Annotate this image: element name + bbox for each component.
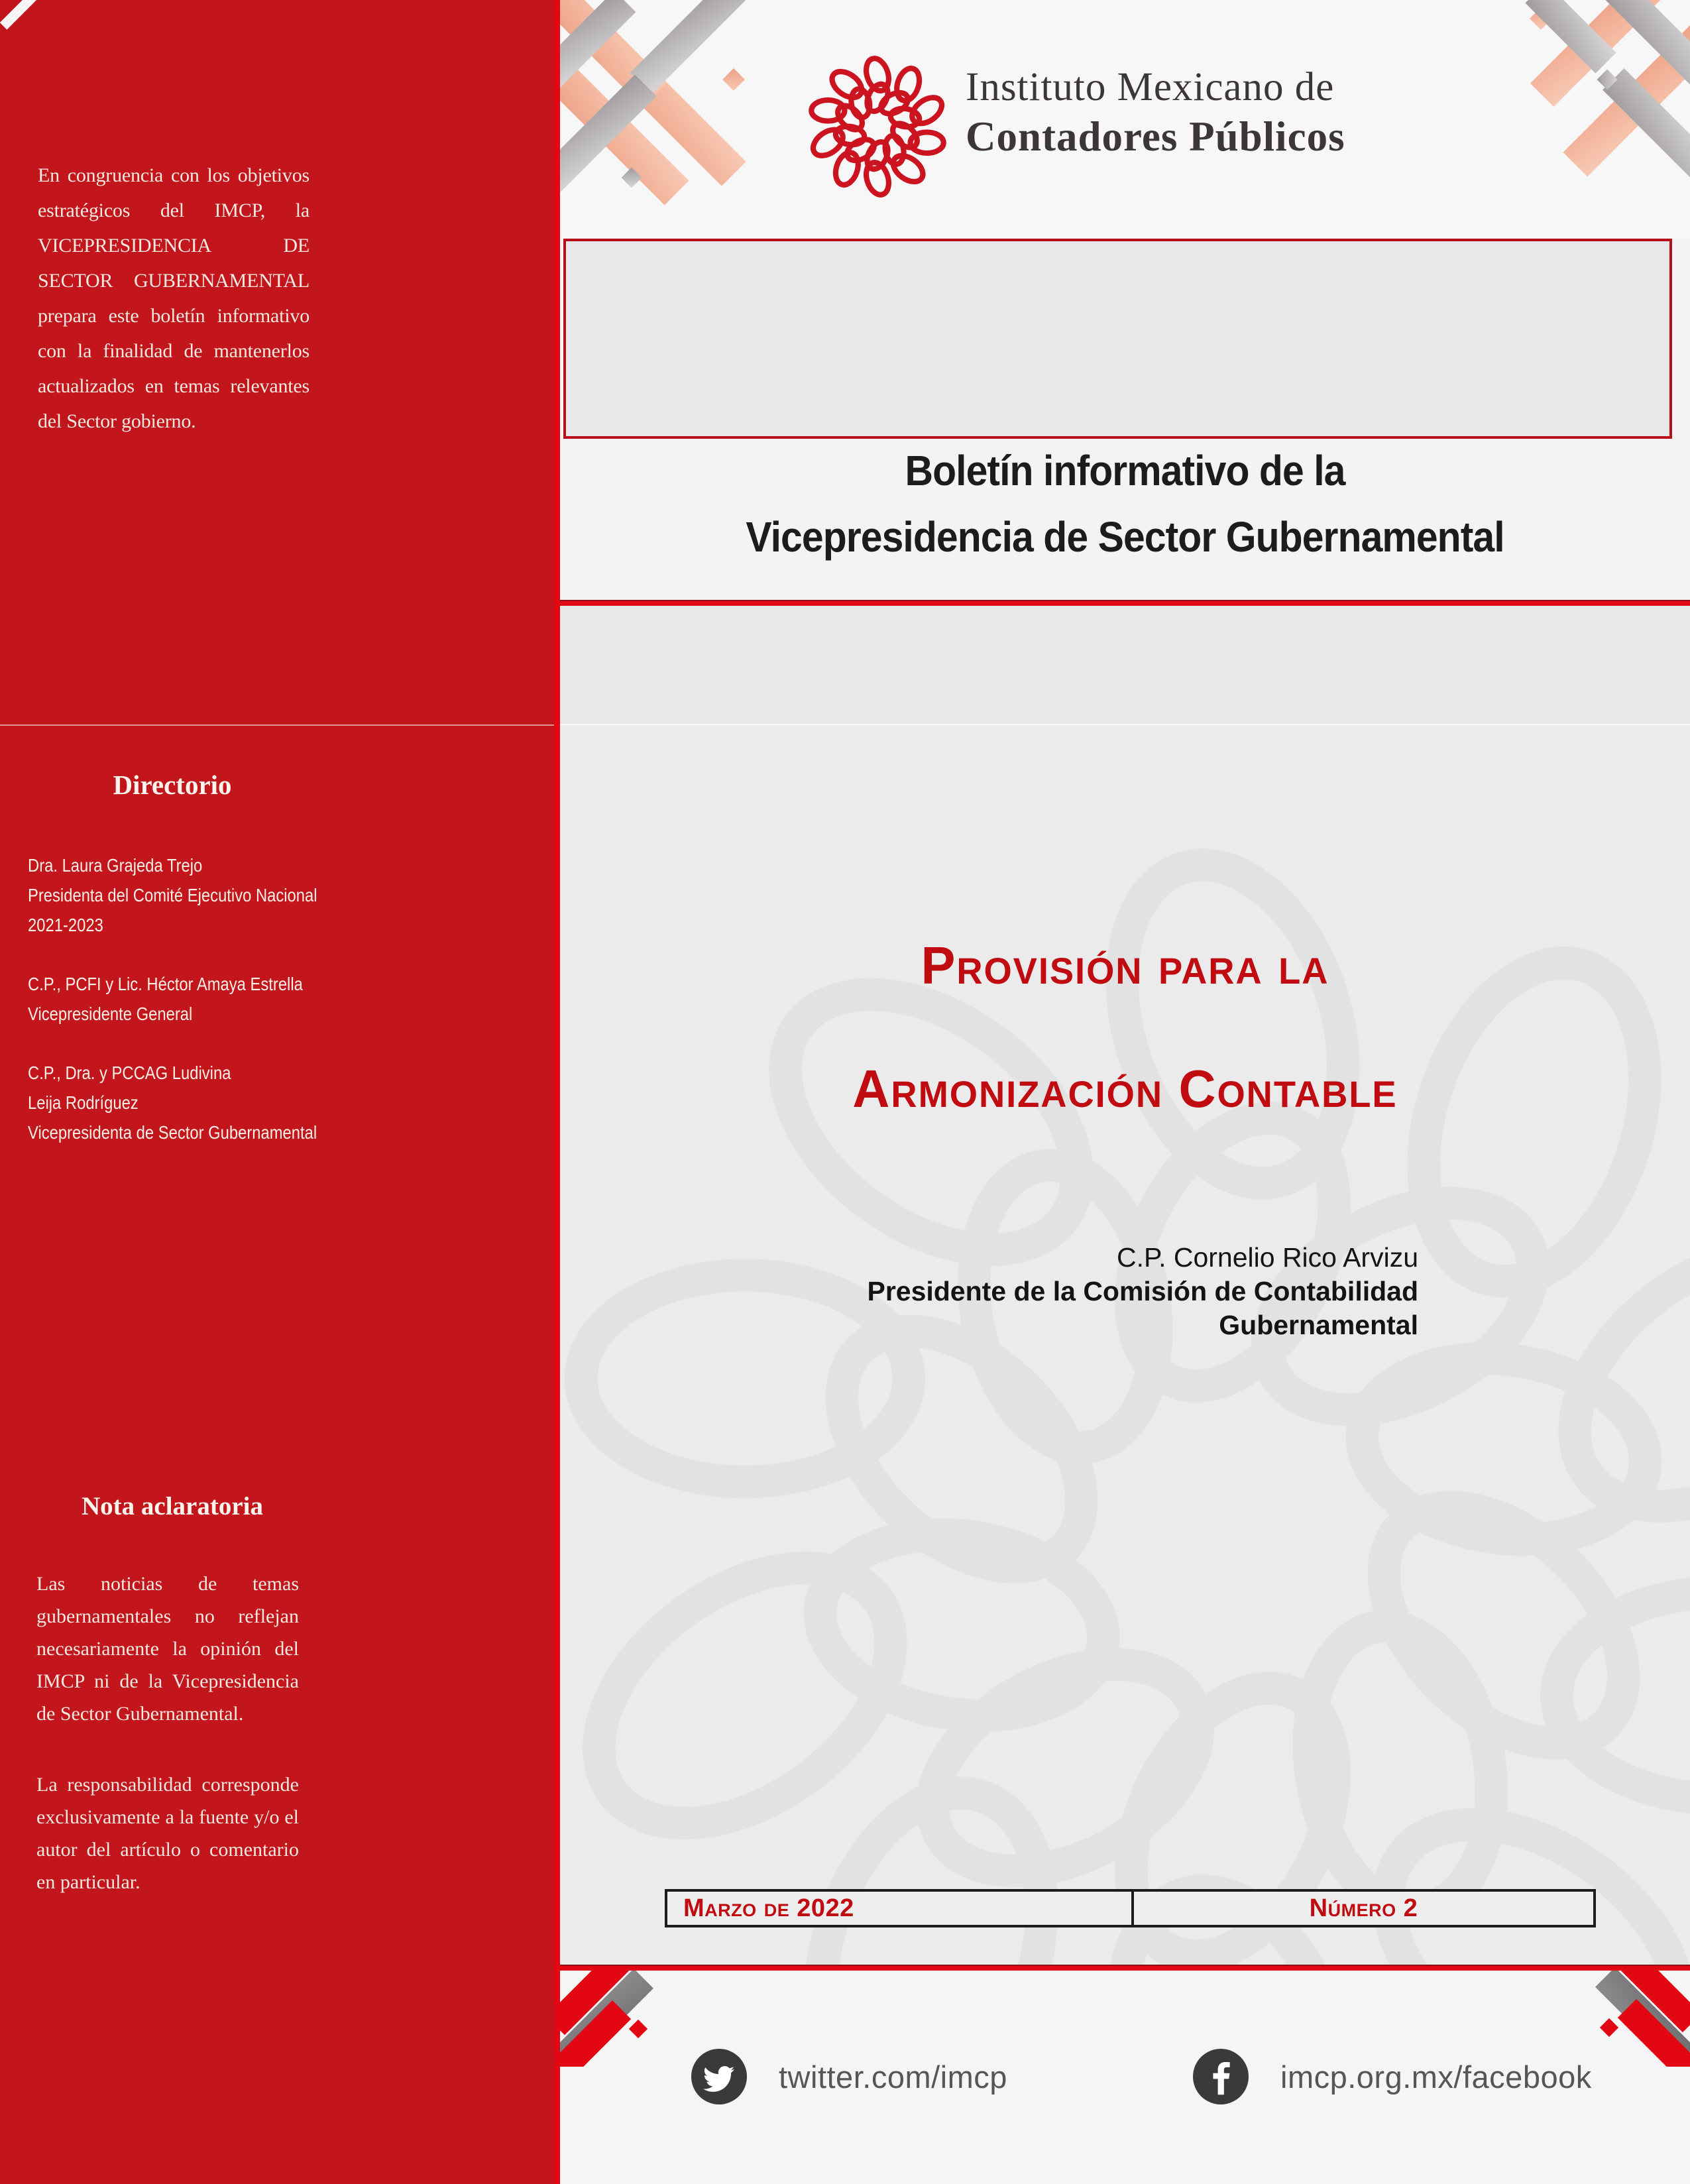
directory-entry	[28, 850, 343, 940]
disclaimer-paragraph: La responsabilidad corresponde exclusivamente a la fuente y/o el autor del artículo o comentario en particular.	[36, 1774, 299, 1893]
disclaimer-paragraphs	[36, 1568, 299, 1937]
directory-entry-line: C.P., Dra. y PCCAG Ludivina	[28, 1063, 231, 1083]
author-role-line2: Gubernamental	[1219, 1310, 1418, 1340]
header-band	[560, 0, 1690, 239]
bulletin-title	[605, 437, 1645, 570]
sidebar-intro-text: En congruencia con los objetivos estratégicos del IMCP, la VICEPRESIDENCIA DE SECTOR GUBERNAMENTAL prepara este boletín informativo con la finalidad de mantenerlos actualizados en temas relevantes del Sector gobierno.	[38, 164, 310, 432]
twitter-link[interactable]	[691, 2049, 1007, 2104]
disclaimer-title: Nota aclaratoria	[82, 1492, 263, 1521]
content-area	[560, 606, 1690, 1965]
red-divider-rule	[560, 600, 1690, 606]
ribbon-arrow-decoration	[560, 1971, 676, 2067]
directory-list	[28, 850, 399, 1177]
facebook-icon	[1193, 2049, 1249, 2104]
article-title	[577, 904, 1673, 1151]
logo-line1: Instituto Mexicano de	[966, 65, 1335, 109]
directory-entry-line: Vicepresidenta de Sector Gubernamental	[28, 1122, 317, 1143]
woven-ribbon-decoration	[1501, 0, 1690, 179]
issue-number-cell: Número 2	[1309, 1894, 1418, 1922]
directory-entry-line: C.P., PCFI y Lic. Héctor Amaya Estrella	[28, 974, 303, 994]
facebook-label: imcp.org.mx/facebook	[1280, 2059, 1592, 2095]
content-top-strip	[560, 606, 1690, 724]
bulletin-title-line1: Boletín informativo de la	[905, 447, 1345, 494]
directory-entry-line: 2021-2023	[28, 915, 103, 935]
main-panel	[560, 0, 1690, 2184]
issue-info-table	[665, 1889, 1596, 1927]
issue-date-cell: Marzo de 2022	[667, 1892, 1134, 1925]
article-title-line2: Armonización Contable	[852, 1059, 1398, 1118]
sidebar	[0, 0, 560, 2184]
author-role-line1: Presidente de la Comisión de Contabilidad	[867, 1276, 1418, 1306]
directory-entry-line: Presidenta del Comité Ejecutivo Nacional	[28, 885, 317, 905]
directory-entry	[28, 969, 343, 1029]
woven-ribbon-decoration	[560, 0, 799, 229]
bulletin-title-line2: Vicepresidencia de Sector Gubernamental	[746, 513, 1504, 561]
sidebar-edge-stripe	[554, 0, 560, 2184]
disclaimer-paragraph: Las noticias de temas gubernamentales no reflejan necesariamente la opinión del IMCP ni de la Vicepresidencia de Sector Gubernamental.	[36, 1573, 299, 1725]
footer	[560, 1971, 1690, 2184]
directory-entry-line: Vicepresidente General	[28, 1004, 193, 1024]
author-block	[867, 1241, 1418, 1342]
logo-wordmark	[966, 64, 1345, 162]
twitter-label: twitter.com/imcp	[779, 2059, 1007, 2095]
imcp-pinwheel-icon	[805, 54, 950, 199]
directory-entry-line: Dra. Laura Grajeda Trejo	[28, 855, 203, 876]
directory-entry-line: Leija Rodríguez	[28, 1092, 139, 1113]
author-name: C.P. Cornelio Rico Arvizu	[1117, 1242, 1418, 1273]
twitter-icon	[691, 2049, 747, 2104]
directory-entry	[28, 1058, 343, 1147]
logo-line2: Contadores Públicos	[966, 113, 1345, 160]
article-title-line1: Provisión para la	[921, 936, 1329, 995]
sidebar-divider	[0, 724, 554, 726]
faint-divider	[560, 724, 1690, 725]
facebook-link[interactable]	[1193, 2049, 1592, 2104]
directory-title: Directorio	[113, 770, 232, 800]
ribbon-arrow-decoration	[1577, 1971, 1690, 2067]
banner-box	[563, 239, 1672, 439]
corner-decoration	[0, 0, 47, 30]
red-divider-rule	[560, 1965, 1690, 1971]
